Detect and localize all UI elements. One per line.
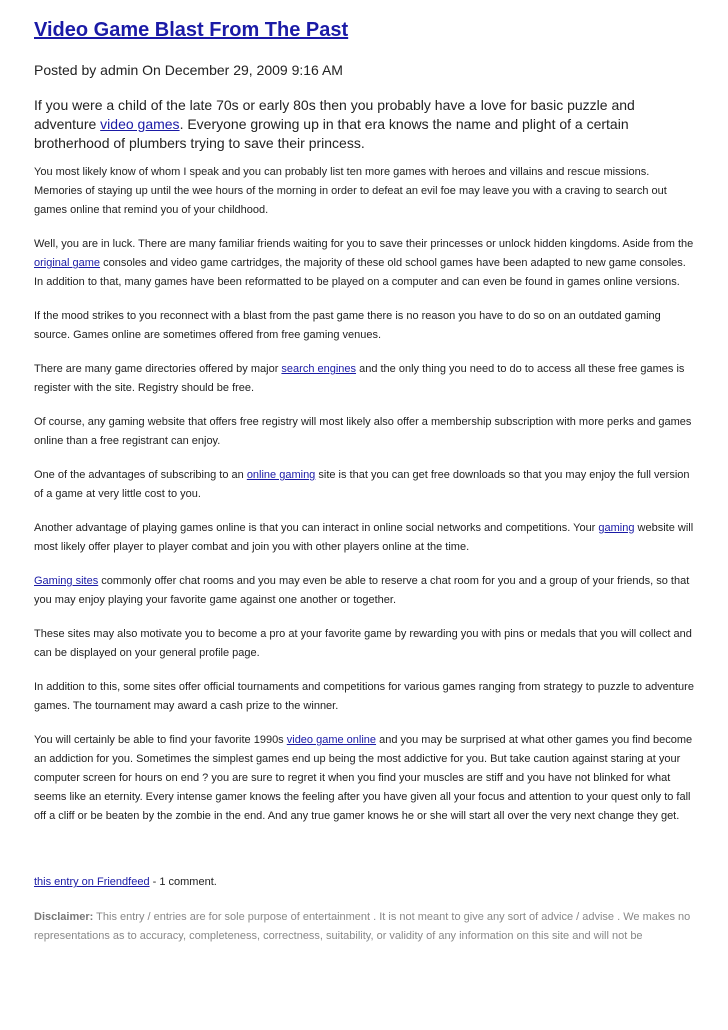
video-games-link[interactable]: video games (100, 116, 180, 132)
p2-text: Well, you are in luck. There are many familiar friends waiting for you to save their princesses or unlock hidden kingdoms. Aside from the (34, 238, 694, 250)
p4-text: There are many game directories offered by major (34, 363, 282, 375)
online-gaming-link[interactable]: online gaming (246, 469, 316, 481)
original-game-link[interactable]: original game (34, 257, 101, 269)
paragraph-2 (34, 235, 694, 292)
disclaimer-label: Disclaimer: (34, 911, 94, 923)
article-body (34, 163, 694, 841)
gaming-sites-link[interactable]: Gaming sites (34, 575, 99, 587)
search-engines-link[interactable]: search engines (281, 363, 357, 375)
comment-count: - 1 comment. (149, 876, 217, 888)
p11-text-cont: and you may be surprised at what other games you find become an addiction for you. Sometimes the simplest games end up being the most addictive for you. But take caution against staring at your computer screen for hours on end ? you are sure to regret it when you find your muscles are stiff and you have not blinked for what seems like an eternity. Every intense gamer knows the feeling after you have given all your focus and attention to your quest only to fall off a cliff or be beaten by the zombie in the end. And any true gamer knows he or she will start all over the very next change they get. (34, 734, 693, 822)
intro-paragraph (34, 96, 694, 153)
paragraph-3: If the mood strikes to you reconnect with a blast from the past game there is no reason you have to do so on an outdated gaming source. Games online are sometimes offered from free gaming venues. (34, 310, 661, 341)
p7-text: Another advantage of playing games online is that you can interact in online social networks and competitions. Your (34, 522, 599, 534)
paragraph-5: Of course, any gaming website that offers free registry will most likely also offer a membership subscription with more perks and games online than a free registrant can enjoy. (34, 416, 692, 447)
p11-text: You will certainly be able to find your favorite 1990s (34, 734, 287, 746)
paragraph-10: In addition to this, some sites offer official tournaments and competitions for various games ranging from strategy to puzzle to adventure games. The tournament may award a cash prize to the winner. (34, 681, 694, 712)
video-game-online-link[interactable]: video game online (286, 734, 377, 746)
friendfeed-link[interactable]: this entry on Friendfeed (34, 876, 150, 888)
p6-text-cont: site is that you can get free downloads so that you may enjoy the full version of a game at very little cost to you. (34, 469, 690, 500)
title-link[interactable]: Video Game Blast From The Past (34, 19, 349, 41)
paragraph-4 (34, 360, 694, 398)
paragraph-9: These sites may also motivate you to become a pro at your favorite game by rewarding you with pins or medals that you will collect and can be displayed on your general profile page. (34, 628, 692, 659)
disclaimer-text: This entry / entries are for sole purpose of entertainment . It is not meant to give any sort of advice / advise . We makes no representations as to accuracy, completeness, correctness, suitability, or validity of any information on this site and will not be (34, 911, 691, 942)
page-title (34, 18, 348, 42)
p4-text-cont: and the only thing you need to do to access all these free games is register with the site. Registry should be free. (34, 363, 685, 394)
paragraph-1: You most likely know of whom I speak and you can probably list ten more games with heroes and villains and rescue missions. Memories of staying up until the wee hours of the morning in order to defeat an evil foe may leave you with a craving to search out games online that remind you of your childhood. (34, 166, 667, 216)
paragraph-6 (34, 466, 694, 504)
disclaimer (34, 908, 694, 946)
p6-text: One of the advantages of subscribing to an (34, 469, 247, 481)
post-meta: Posted by admin On December 29, 2009 9:16 AM (34, 62, 343, 78)
p7-text-cont: website will most likely offer player to player combat and join you with other players online at the time. (34, 522, 694, 553)
intro-text-cont: . Everyone growing up in that era knows the name and plight of a certain brotherhood of plumbers trying to save their princess. (34, 116, 629, 151)
paragraph-11 (34, 731, 694, 826)
p2-text-cont: consoles and video game cartridges, the majority of these old school games have been adapted to new game consoles. In addition to that, many games have been reformatted to be played on a computer and can even be found in games online versions. (34, 257, 686, 288)
paragraph-8 (34, 572, 694, 610)
gaming-link[interactable]: gaming (598, 522, 635, 534)
paragraph-7 (34, 519, 694, 557)
p8-text: commonly offer chat rooms and you may even be able to reserve a chat room for you and a group of your friends, so that you may enjoy playing your favorite game against one another or together. (34, 575, 690, 606)
intro-text: If you were a child of the late 70s or early 80s then you probably have a love for basic puzzle and adventure (34, 97, 635, 132)
friendfeed-entry (34, 873, 217, 892)
